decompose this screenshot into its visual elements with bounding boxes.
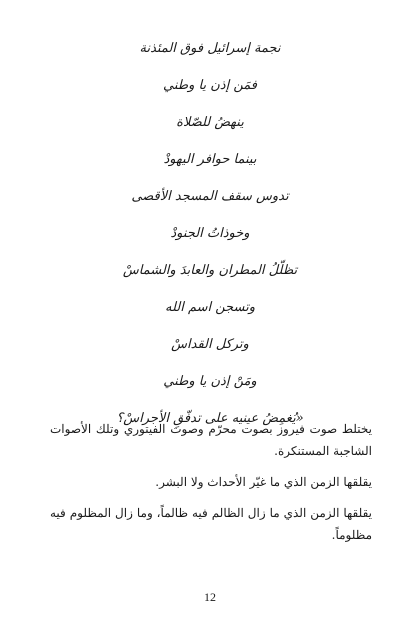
poem-line: ينهضُ للصّلاة: [176, 115, 244, 130]
poem-line: وخوذاتُ الجنودْ: [170, 226, 250, 241]
page-number: 12: [204, 590, 216, 604]
prose-paragraph: يقلقها الزمن الذي ما زال الظالم فيه ظالماً، وما زال المظلوم فيه مظلوماً.: [50, 506, 372, 542]
prose-paragraph: يختلط صوت فيروز بصوت محرّم وصوت الفيتوري وتلك الأصوات الشاجبة المستنكرة.: [50, 422, 372, 458]
poem-line: تدوس سقف المسجد الأقصى: [131, 189, 289, 204]
poem-line: وتسجن اسم الله: [164, 300, 256, 315]
poem-line: فمَن إذن يا وطني: [163, 78, 257, 93]
poem-line: تظلّلُ المطران والعابدَ والشماسْ: [122, 263, 298, 278]
prose-paragraph: يقلقها الزمن الذي ما غيّر الأحداث ولا البشر.: [155, 475, 372, 489]
poem-block: [40, 30, 380, 437]
poem-line: بينما حوافر اليهودْ: [163, 152, 257, 167]
poem-line: يُغمِضُ عينيه على تدفّقِ الأجراسْ؟»: [116, 411, 304, 426]
prose-block: [50, 418, 372, 555]
poem-line: نجمة إسرائيل فوق المئذنة: [139, 41, 281, 56]
poem-line: ومَنْ إذن يا وطني: [163, 374, 257, 389]
poem-line: وتركل القداسْ: [171, 337, 249, 352]
